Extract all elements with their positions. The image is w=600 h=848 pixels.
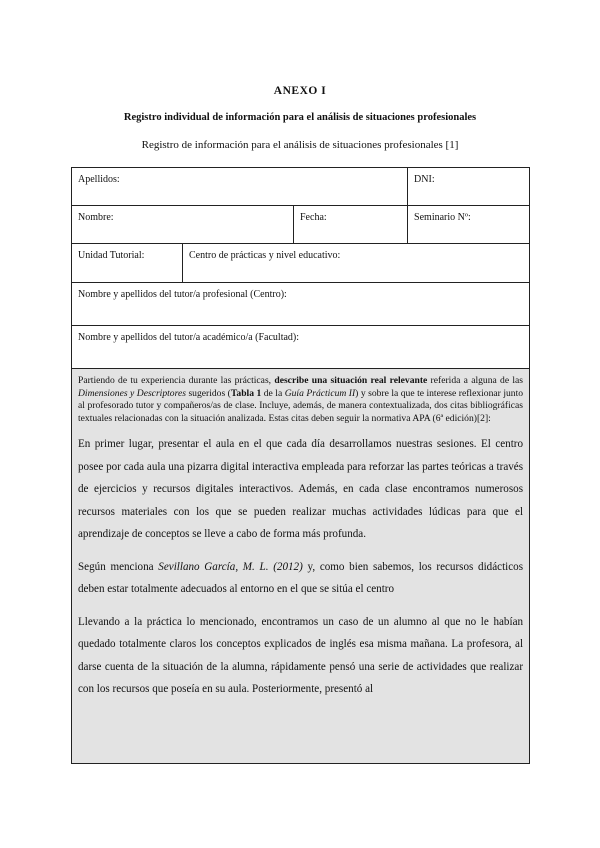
fecha-field[interactable] — [294, 206, 408, 244]
body-paragraph-2: Según menciona Sevillano García, M. L. (2012) y, como bien sabemos, los recursos didácticos deben estar totalmente adecuados al entorno en el que se sitúa el centro — [78, 560, 524, 595]
situation-description-area[interactable] — [72, 369, 530, 764]
registration-form — [71, 167, 530, 764]
tutor-academico-label: Nombre y apellidos del tutor/a académico/a (Facultad): — [78, 332, 300, 343]
seminario-field[interactable] — [408, 206, 530, 244]
unidad-tutorial-field[interactable] — [72, 244, 183, 283]
dni-label: DNI: — [414, 174, 435, 185]
dni-field[interactable] — [408, 168, 530, 206]
tutor-academico-field[interactable] — [72, 326, 530, 369]
instructions-text: Partiendo de tu experiencia durante las prácticas, describe una situación real relevante referida a alguna de las Dimensiones y Descriptores sugeridos (Tabla 1 de la Guía Prácticum II) y sobre la que te interese reflexionar junto al profesorado tutor y compañeros/as de clase. Incluye, además, de manera contextualizada, dos citas bibliográficas textuales relacionadas con la situación analizada. Estas citas deben seguir la normativa APA (6ª edición)[2]: — [78, 375, 524, 424]
tutor-profesional-field[interactable] — [72, 283, 530, 326]
centro-label: Centro de prácticas y nivel educativo: — [189, 250, 341, 261]
unidad-tutorial-label: Unidad Tutorial: — [78, 250, 145, 261]
apellidos-label: Apellidos: — [78, 174, 120, 185]
centro-field[interactable] — [183, 244, 530, 283]
seminario-label: Seminario Nº: — [414, 212, 471, 223]
citation: Sevillano García, M. L. (2012) — [158, 560, 303, 573]
tutor-profesional-label: Nombre y apellidos del tutor/a profesional (Centro): — [78, 289, 287, 300]
document-subtitle: Registro de información para el análisis de situaciones profesionales [1] — [141, 139, 459, 151]
body-paragraph-1: En primer lugar, presentar el aula en el que cada día desarrollamos nuestras sesiones. El centro posee por cada aula una pizarra digital interactiva empleada para reforzar las partes teóricas a través de ejercicios y recursos digitales interactivos. Además, en cada clase encontramos numerosos recursos materiales con los que se pueden realizar muchas actividades lúdicas para que el aprendizaje de conceptos se lleve a cabo de forma más profunda. — [78, 438, 524, 540]
nombre-label: Nombre: — [78, 212, 114, 223]
annex-heading: ANEXO I — [273, 85, 327, 97]
document-title: Registro individual de información para el análisis de situaciones profesionales — [123, 112, 477, 123]
body-paragraph-3: Llevando a la práctica lo mencionado, encontramos un caso de un alumno al que no le habían quedado totalmente claros los conceptos explicados de inglés esa misma mañana. La profesora, al darse cuenta de la situación de la alumna, rápidamente pensó una serie de actividades que realizar con los recursos que poseía en su aula. Posteriormente, presentó al — [78, 615, 524, 695]
nombre-field[interactable] — [72, 206, 294, 244]
apellidos-field[interactable] — [72, 168, 408, 206]
fecha-label: Fecha: — [300, 212, 327, 223]
